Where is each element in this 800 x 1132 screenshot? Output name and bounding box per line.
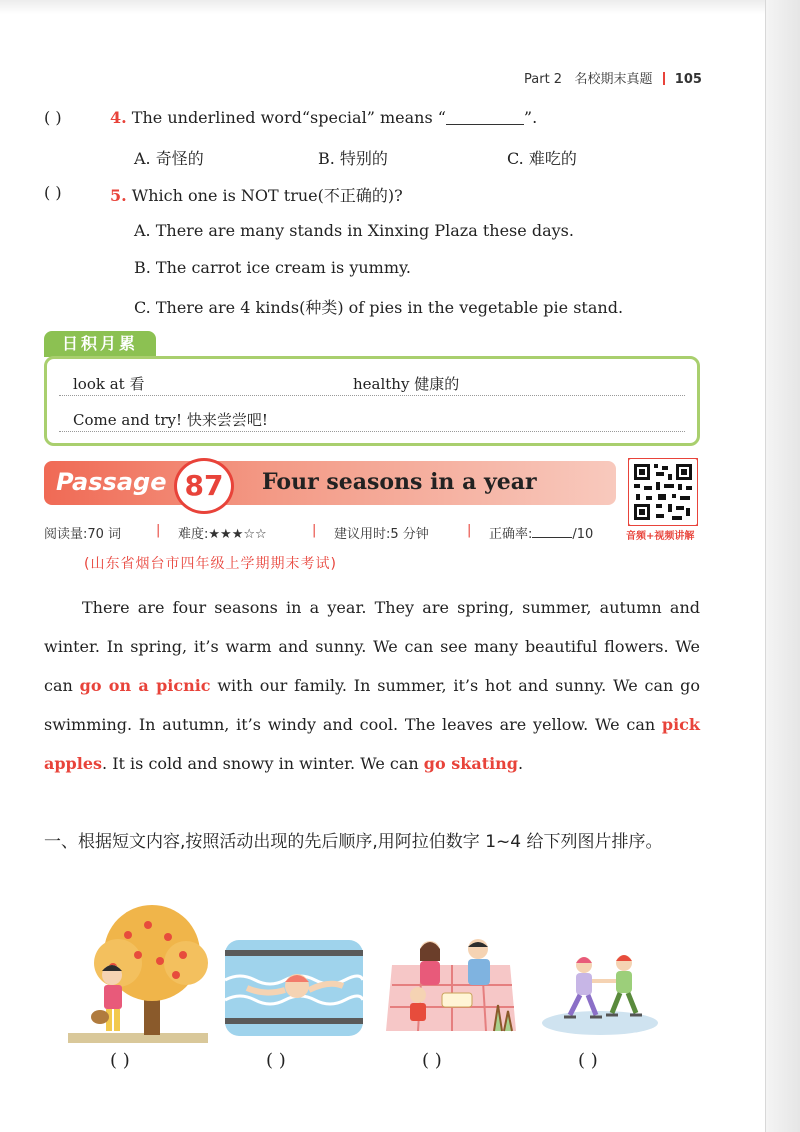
q4-stem-end: ”. [523,108,538,127]
q4-option-a: A. 奇怪的 [134,149,204,168]
accuracy-blank[interactable] [532,537,572,538]
q5-answer-paren[interactable]: ( ) [44,183,62,202]
passage-text-1: There are four seasons in a year. They are spring, summer, autumn and winter. In spring, it’s warm and sunny. We can see many beautiful flowers. We can [44,598,700,695]
vocab-divider [59,395,685,396]
qr-label: 音频+视频讲解 [626,531,695,542]
passage-label: Passage [56,468,167,496]
q4-blank [446,124,524,125]
answer-blank-3[interactable]: ( ) [422,1050,442,1071]
page-top-shadow [0,0,766,14]
swimming-picture [225,940,363,1036]
q5-option-c: C. There are 4 kinds(种类) of pies in the vegetable pie stand. [134,298,624,317]
passage-title: Four seasons in a year [262,469,537,495]
passage-number: 87 [174,458,234,514]
header-section: 名校期末真题 [574,72,653,87]
passage-body [44,588,700,783]
vocab-divider [59,431,685,432]
answer-blank-2[interactable]: ( ) [266,1050,286,1071]
difficulty [178,523,267,542]
header-part: Part 2 [524,72,563,87]
highlight-go-on-a-picnic: go on a picnic [79,676,211,695]
q5-stem [110,183,403,206]
difficulty-stars: ★★★☆☆ [208,527,267,542]
suggested-time: 建议用时:5 分钟 [334,527,429,542]
picking-apples-picture [68,905,208,1043]
word-count: 阅读量:70 词 [44,527,122,542]
q5-stem-text: Which one is NOT true(不正确的)? [131,186,403,205]
accuracy [489,523,593,542]
q5-option-a: A. There are many stands in Xinxing Plaza these days. [134,221,574,240]
header-divider [663,72,665,85]
q4-answer-paren[interactable]: ( ) [44,108,62,127]
passage-source: (山东省烟台市四年级上学期期末考试) [84,556,337,572]
q4-number: 4. [110,108,127,127]
exercise-instruction: 一、根据短文内容,按照活动出现的先后顺序,用阿拉伯数字 1~4 给下列图片排序。 [44,832,663,852]
info-separator: | [156,523,161,538]
passage-text-2: with our family. In summer, it’s hot and sunny. We can go swimming. In autumn, it’s windy and cool. The leaves are yellow. We can [44,676,701,734]
vocab-item-look-at: look at 看 [73,375,145,393]
answer-blank-1[interactable]: ( ) [110,1050,130,1071]
accuracy-total: /10 [572,527,594,542]
q5-option-b: B. The carrot ice cream is yummy. [134,258,412,277]
page-header [524,68,702,87]
q4-stem [110,108,537,127]
picnic-picture [382,935,520,1035]
passage-text-3: . It is cold and snowy in winter. We can [102,754,424,773]
skating-picture [540,945,660,1037]
vocab-box-title: 日积月累 [44,331,156,357]
answer-blank-4[interactable]: ( ) [578,1050,598,1071]
vocab-box [44,356,700,446]
accuracy-label: 正确率: [489,527,533,542]
q4-option-c: C. 难吃的 [507,149,577,168]
info-separator: | [467,523,472,538]
q5-number: 5. [110,186,127,205]
highlight-go-skating: go skating [423,754,518,773]
q4-stem-text: The underlined word“special” means “ [131,108,446,127]
difficulty-label: 难度: [178,527,209,542]
q4-option-b: B. 特别的 [318,149,388,168]
page-edge [765,0,800,1132]
vocab-item-healthy: healthy 健康的 [353,375,460,393]
vocab-item-come-and-try: Come and try! 快来尝尝吧! [73,411,268,429]
highlight-pick-apples: pick apples [44,715,700,773]
page-number: 105 [674,72,702,87]
qr-code-icon[interactable] [628,458,698,526]
passage-text-4: . [517,754,524,773]
info-separator: | [312,523,317,538]
